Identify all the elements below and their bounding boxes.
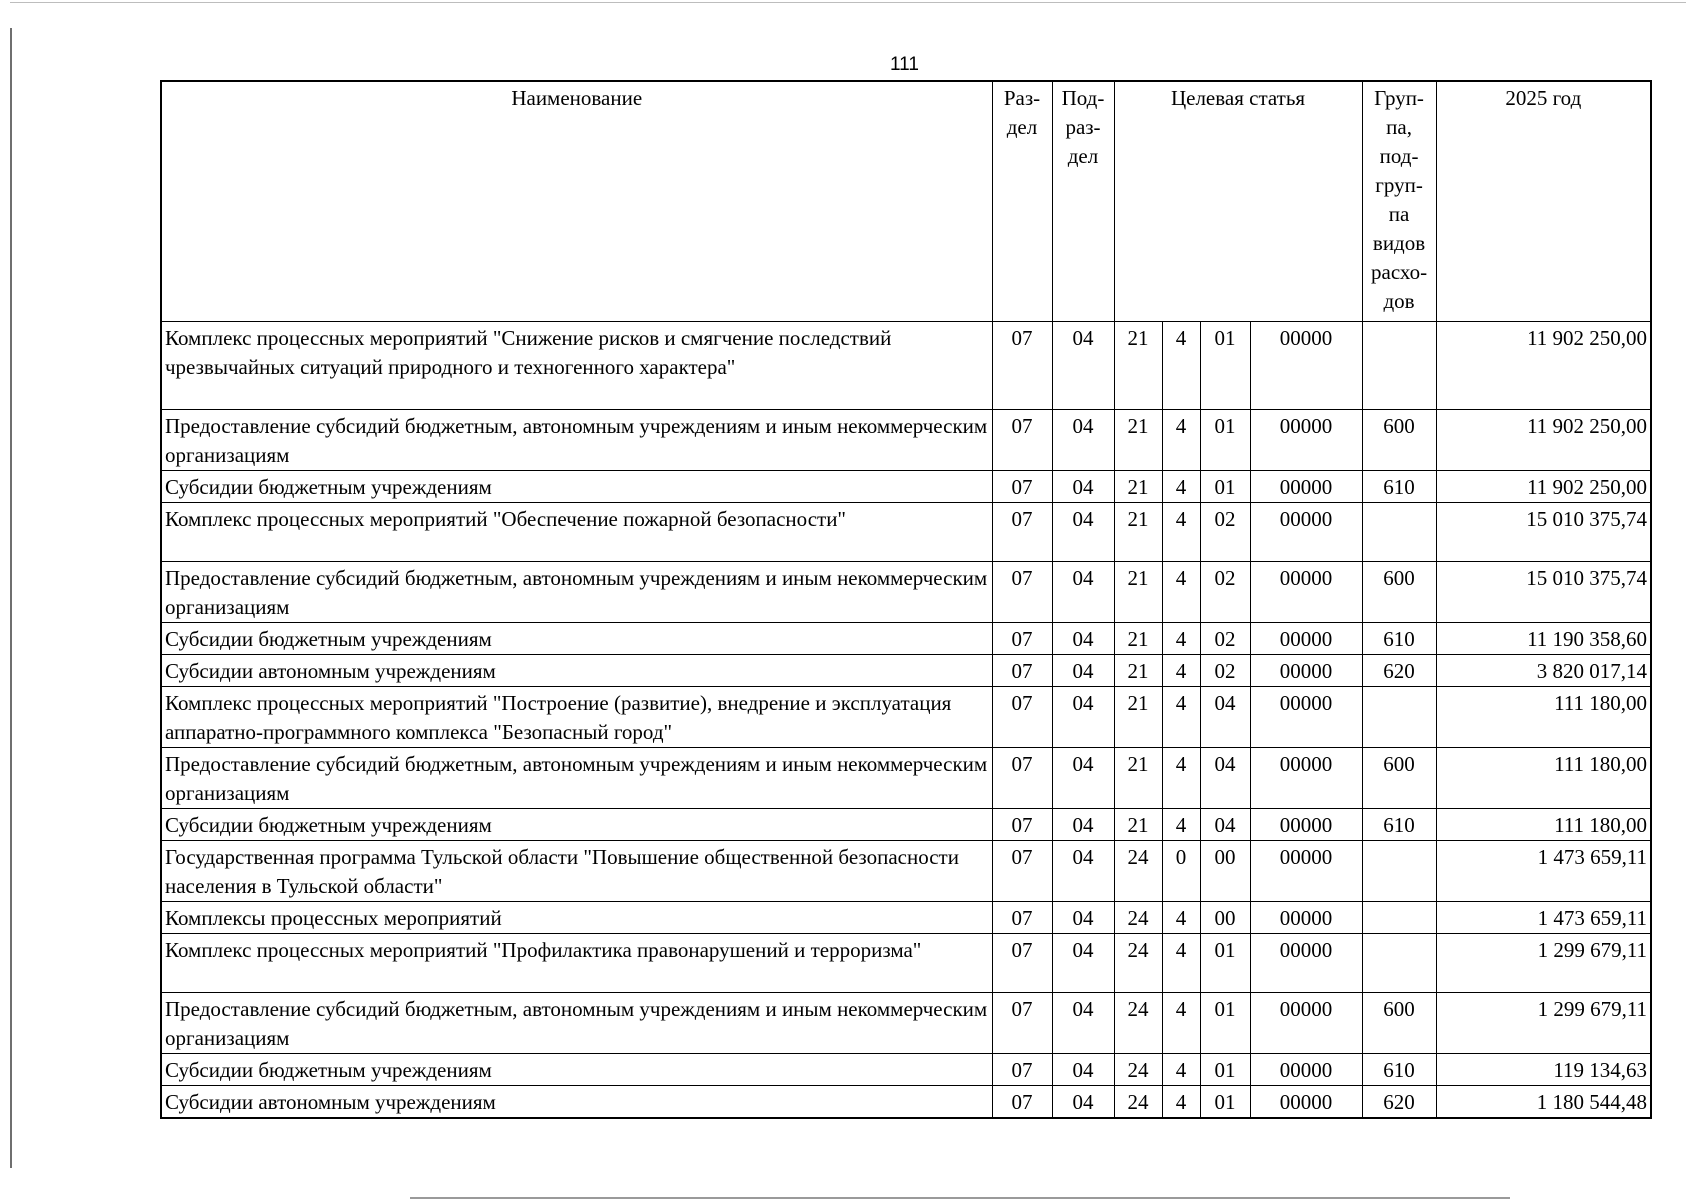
header-name: Наименование <box>161 81 992 321</box>
scan-edge-top <box>10 2 1686 3</box>
row-name: Комплекс процессных мероприятий "Профилактика правонарушений и терроризма" <box>161 933 992 992</box>
row-target-element: 01 <box>1200 992 1250 1053</box>
row-target-type: 4 <box>1162 686 1200 747</box>
row-name: Комплекс процессных мероприятий "Снижение рисков и смягчение последствий чрезвычайных ситуаций природного и техногенного характера" <box>161 321 992 409</box>
table-row <box>161 622 1651 654</box>
row-target-type: 4 <box>1162 561 1200 622</box>
row-target-direction: 00000 <box>1250 409 1362 470</box>
row-podrazdel: 04 <box>1052 409 1114 470</box>
row-target-type: 4 <box>1162 901 1200 933</box>
row-target-type: 4 <box>1162 933 1200 992</box>
row-target-program: 21 <box>1114 622 1162 654</box>
row-expense-group: 600 <box>1362 992 1436 1053</box>
row-name: Государственная программа Тульской области "Повышение общественной безопасности населения в Тульской области" <box>161 840 992 901</box>
row-target-program: 24 <box>1114 1053 1162 1085</box>
row-name: Комплекс процессных мероприятий "Построение (развитие), внедрение и эксплуатация аппаратно-программного комплекса "Безопасный город" <box>161 686 992 747</box>
table-row <box>161 502 1651 561</box>
row-name: Субсидии бюджетным учреждениям <box>161 1053 992 1085</box>
row-target-type: 4 <box>1162 654 1200 686</box>
row-target-direction: 00000 <box>1250 840 1362 901</box>
row-amount-2025: 111 180,00 <box>1436 686 1651 747</box>
row-expense-group <box>1362 933 1436 992</box>
row-target-type: 4 <box>1162 747 1200 808</box>
row-razdel: 07 <box>992 1085 1052 1118</box>
row-podrazdel: 04 <box>1052 1053 1114 1085</box>
row-target-element: 01 <box>1200 1053 1250 1085</box>
row-amount-2025: 1 473 659,11 <box>1436 901 1651 933</box>
row-target-direction: 00000 <box>1250 1053 1362 1085</box>
row-podrazdel: 04 <box>1052 321 1114 409</box>
table-row <box>161 1053 1651 1085</box>
row-target-program: 21 <box>1114 654 1162 686</box>
row-razdel: 07 <box>992 1053 1052 1085</box>
row-target-element: 01 <box>1200 933 1250 992</box>
row-razdel: 07 <box>992 992 1052 1053</box>
row-razdel: 07 <box>992 933 1052 992</box>
row-target-element: 00 <box>1200 901 1250 933</box>
row-target-type: 4 <box>1162 321 1200 409</box>
row-name: Предоставление субсидий бюджетным, автономным учреждениям и иным некоммерческим организациям <box>161 409 992 470</box>
row-name: Субсидии автономным учреждениям <box>161 1085 992 1118</box>
row-target-program: 21 <box>1114 686 1162 747</box>
table-row <box>161 1085 1651 1118</box>
header-target-article: Целевая статья <box>1114 81 1362 321</box>
row-razdel: 07 <box>992 747 1052 808</box>
row-target-program: 21 <box>1114 321 1162 409</box>
row-name: Предоставление субсидий бюджетным, автономным учреждениям и иным некоммерческим организациям <box>161 747 992 808</box>
row-amount-2025: 111 180,00 <box>1436 808 1651 840</box>
table-row <box>161 747 1651 808</box>
row-podrazdel: 04 <box>1052 654 1114 686</box>
row-target-program: 21 <box>1114 561 1162 622</box>
row-target-element: 02 <box>1200 561 1250 622</box>
row-target-direction: 00000 <box>1250 686 1362 747</box>
row-target-program: 21 <box>1114 502 1162 561</box>
row-target-program: 24 <box>1114 992 1162 1053</box>
row-razdel: 07 <box>992 901 1052 933</box>
table-row <box>161 840 1651 901</box>
row-target-direction: 00000 <box>1250 470 1362 502</box>
row-expense-group <box>1362 901 1436 933</box>
row-razdel: 07 <box>992 409 1052 470</box>
row-target-type: 4 <box>1162 502 1200 561</box>
table-row <box>161 901 1651 933</box>
row-target-program: 24 <box>1114 933 1162 992</box>
table-row <box>161 409 1651 470</box>
row-expense-group <box>1362 321 1436 409</box>
row-amount-2025: 119 134,63 <box>1436 1053 1651 1085</box>
scan-edge-left <box>10 28 12 1168</box>
row-expense-group: 610 <box>1362 1053 1436 1085</box>
row-name: Предоставление субсидий бюджетным, автономным учреждениям и иным некоммерческим организациям <box>161 992 992 1053</box>
row-target-element: 04 <box>1200 747 1250 808</box>
row-target-program: 21 <box>1114 470 1162 502</box>
row-amount-2025: 1 299 679,11 <box>1436 933 1651 992</box>
table-row <box>161 321 1651 409</box>
table-row <box>161 808 1651 840</box>
row-target-direction: 00000 <box>1250 622 1362 654</box>
row-target-program: 24 <box>1114 840 1162 901</box>
header-group: Груп- па, под- груп- па видов расхо- дов <box>1362 81 1436 321</box>
row-razdel: 07 <box>992 808 1052 840</box>
row-podrazdel: 04 <box>1052 840 1114 901</box>
row-expense-group: 610 <box>1362 808 1436 840</box>
row-razdel: 07 <box>992 686 1052 747</box>
row-razdel: 07 <box>992 840 1052 901</box>
row-podrazdel: 04 <box>1052 470 1114 502</box>
header-year: 2025 год <box>1436 81 1651 321</box>
row-name: Комплексы процессных мероприятий <box>161 901 992 933</box>
row-target-program: 21 <box>1114 808 1162 840</box>
row-amount-2025: 1 473 659,11 <box>1436 840 1651 901</box>
table-row <box>161 686 1651 747</box>
row-amount-2025: 11 902 250,00 <box>1436 409 1651 470</box>
row-target-direction: 00000 <box>1250 992 1362 1053</box>
row-target-element: 00 <box>1200 840 1250 901</box>
row-target-direction: 00000 <box>1250 808 1362 840</box>
row-podrazdel: 04 <box>1052 622 1114 654</box>
row-target-type: 4 <box>1162 1085 1200 1118</box>
row-expense-group: 600 <box>1362 747 1436 808</box>
row-name: Субсидии бюджетным учреждениям <box>161 622 992 654</box>
row-razdel: 07 <box>992 321 1052 409</box>
row-razdel: 07 <box>992 654 1052 686</box>
row-target-direction: 00000 <box>1250 933 1362 992</box>
row-target-element: 02 <box>1200 502 1250 561</box>
row-razdel: 07 <box>992 502 1052 561</box>
row-expense-group: 610 <box>1362 470 1436 502</box>
row-target-element: 01 <box>1200 321 1250 409</box>
row-target-direction: 00000 <box>1250 561 1362 622</box>
row-razdel: 07 <box>992 622 1052 654</box>
row-expense-group <box>1362 840 1436 901</box>
row-name: Предоставление субсидий бюджетным, автономным учреждениям и иным некоммерческим организациям <box>161 561 992 622</box>
row-expense-group <box>1362 502 1436 561</box>
row-name: Субсидии бюджетным учреждениям <box>161 470 992 502</box>
row-target-program: 21 <box>1114 409 1162 470</box>
row-target-type: 4 <box>1162 470 1200 502</box>
row-target-type: 0 <box>1162 840 1200 901</box>
row-target-direction: 00000 <box>1250 321 1362 409</box>
table-row <box>161 933 1651 992</box>
row-podrazdel: 04 <box>1052 561 1114 622</box>
row-expense-group: 600 <box>1362 561 1436 622</box>
row-target-direction: 00000 <box>1250 502 1362 561</box>
row-expense-group: 620 <box>1362 654 1436 686</box>
row-target-direction: 00000 <box>1250 654 1362 686</box>
row-name: Субсидии бюджетным учреждениям <box>161 808 992 840</box>
row-target-type: 4 <box>1162 808 1200 840</box>
row-target-element: 02 <box>1200 622 1250 654</box>
row-amount-2025: 11 902 250,00 <box>1436 321 1651 409</box>
row-podrazdel: 04 <box>1052 502 1114 561</box>
row-expense-group: 610 <box>1362 622 1436 654</box>
row-target-element: 04 <box>1200 808 1250 840</box>
header-podrazdel: Под- раз- дел <box>1052 81 1114 321</box>
row-podrazdel: 04 <box>1052 686 1114 747</box>
header-row <box>161 81 1651 321</box>
table-row <box>161 992 1651 1053</box>
table-row <box>161 654 1651 686</box>
row-podrazdel: 04 <box>1052 992 1114 1053</box>
row-amount-2025: 11 190 358,60 <box>1436 622 1651 654</box>
row-amount-2025: 3 820 017,14 <box>1436 654 1651 686</box>
row-amount-2025: 15 010 375,74 <box>1436 561 1651 622</box>
row-target-direction: 00000 <box>1250 747 1362 808</box>
row-podrazdel: 04 <box>1052 808 1114 840</box>
row-target-program: 24 <box>1114 901 1162 933</box>
budget-table <box>160 80 1652 1119</box>
row-target-direction: 00000 <box>1250 1085 1362 1118</box>
row-target-element: 01 <box>1200 470 1250 502</box>
row-amount-2025: 1 299 679,11 <box>1436 992 1651 1053</box>
row-amount-2025: 11 902 250,00 <box>1436 470 1651 502</box>
row-podrazdel: 04 <box>1052 747 1114 808</box>
page-number: 111 <box>890 54 919 75</box>
header-razdel: Раз- дел <box>992 81 1052 321</box>
row-amount-2025: 111 180,00 <box>1436 747 1651 808</box>
row-target-element: 01 <box>1200 1085 1250 1118</box>
row-target-element: 02 <box>1200 654 1250 686</box>
row-razdel: 07 <box>992 470 1052 502</box>
row-podrazdel: 04 <box>1052 1085 1114 1118</box>
row-target-type: 4 <box>1162 622 1200 654</box>
row-expense-group <box>1362 686 1436 747</box>
table-row <box>161 470 1651 502</box>
row-name: Комплекс процессных мероприятий "Обеспечение пожарной безопасности" <box>161 502 992 561</box>
row-target-type: 4 <box>1162 1053 1200 1085</box>
row-name: Субсидии автономным учреждениям <box>161 654 992 686</box>
row-amount-2025: 15 010 375,74 <box>1436 502 1651 561</box>
scan-edge-bottom <box>410 1197 1510 1199</box>
row-target-element: 04 <box>1200 686 1250 747</box>
row-target-type: 4 <box>1162 409 1200 470</box>
row-target-type: 4 <box>1162 992 1200 1053</box>
row-target-program: 24 <box>1114 1085 1162 1118</box>
row-expense-group: 600 <box>1362 409 1436 470</box>
row-podrazdel: 04 <box>1052 901 1114 933</box>
row-podrazdel: 04 <box>1052 933 1114 992</box>
row-target-program: 21 <box>1114 747 1162 808</box>
row-expense-group: 620 <box>1362 1085 1436 1118</box>
row-razdel: 07 <box>992 561 1052 622</box>
table-row <box>161 561 1651 622</box>
row-target-element: 01 <box>1200 409 1250 470</box>
row-amount-2025: 1 180 544,48 <box>1436 1085 1651 1118</box>
row-target-direction: 00000 <box>1250 901 1362 933</box>
